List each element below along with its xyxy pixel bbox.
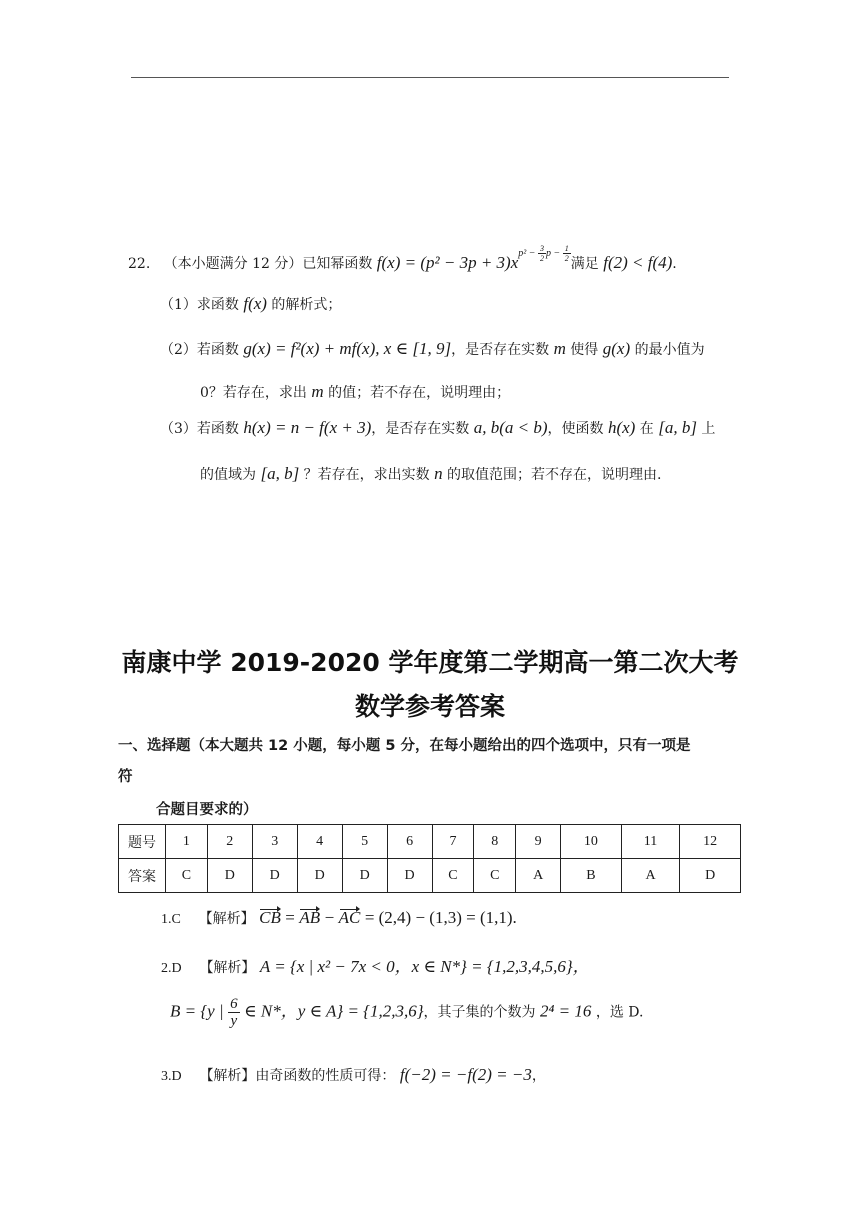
explanation-1-result: = (2,4) − (1,3) = (1,1). bbox=[364, 908, 517, 927]
header-rule bbox=[131, 77, 729, 78]
q22-part3-interval: [a, b] bbox=[658, 418, 697, 437]
q22-part2-l2-text: 的值；若不存在，说明理由； bbox=[328, 385, 511, 401]
table-cell: A bbox=[621, 859, 680, 893]
table-cell: 6 bbox=[387, 825, 432, 859]
vector-cb: CB bbox=[259, 908, 281, 927]
table-cell: D bbox=[252, 859, 297, 893]
explanation-3 bbox=[161, 1065, 546, 1085]
explanation-2-set-a: A = {x | x² − 7x < 0，x ∈ N*} = {1,2,3,4,5,6}， bbox=[259, 957, 590, 976]
q22-part3-line2 bbox=[200, 464, 662, 484]
explanation-2 bbox=[161, 952, 590, 977]
q22-part3-l2-interval: [a, b] bbox=[260, 464, 300, 483]
q22-function: f(x) = (p² − 3p + 3) bbox=[376, 253, 511, 272]
explanation-1-tag: 【解析】 bbox=[198, 911, 255, 927]
table-cell: C bbox=[166, 859, 208, 893]
q22-part2-text2: 使得 bbox=[570, 342, 599, 358]
explanation-2b-end: ，选 D. bbox=[595, 1004, 644, 1021]
q22-part3-text3: 在 bbox=[639, 421, 654, 437]
table-cell: 9 bbox=[516, 825, 561, 859]
explanation-3-tag: 【解析】由奇函数的性质可得： bbox=[199, 1068, 396, 1084]
q22-part2-g: g(x) bbox=[602, 339, 631, 358]
q22-part3-l2-end: 的取值范围；若不存在，说明理由. bbox=[447, 467, 662, 483]
q22-part2-l2-m: m bbox=[311, 382, 324, 401]
q22-intro: （本小题满分 12 分）已知幂函数 bbox=[163, 256, 373, 272]
q22-part3-ab: a, b(a < b) bbox=[473, 418, 548, 437]
q22-part2-func: g(x) = f²(x) + mf(x), x ∈ [1, 9] bbox=[243, 339, 452, 358]
explanation-3-math: f(−2) = −f(2) = −3 bbox=[399, 1065, 532, 1084]
table-cell: 4 bbox=[297, 825, 342, 859]
table-cell: D bbox=[342, 859, 387, 893]
q22-condition-prefix: 满足 bbox=[570, 256, 599, 272]
table-cell: D bbox=[207, 859, 252, 893]
section-heading-line1: 一、选择题（本大题共 12 小题，每小题 5 分，在每小题给出的四个选项中，只有一项是 bbox=[118, 738, 691, 754]
q22-part3-prefix: （3）若函数 bbox=[160, 421, 239, 437]
table-cell: D bbox=[387, 859, 432, 893]
q22-part3-hx: h(x) bbox=[607, 418, 636, 437]
q22-part3-l2-text: ？若存在，求出实数 bbox=[303, 467, 430, 483]
q22-number: 22. bbox=[128, 256, 151, 272]
q22-part3-func: h(x) = n − f(x + 3) bbox=[243, 418, 372, 437]
table-row-answers bbox=[119, 859, 741, 893]
table-cell: 1 bbox=[166, 825, 208, 859]
q22-part3-text2: ，使函数 bbox=[547, 421, 604, 437]
q22-part2-text: ，是否存在实数 bbox=[451, 342, 550, 358]
explanation-2-label: 2.D bbox=[161, 961, 182, 976]
explanation-2b-text: ，其子集的个数为 bbox=[423, 1004, 536, 1021]
q22-part3-l2-n: n bbox=[434, 464, 443, 483]
q22-stem bbox=[128, 244, 677, 275]
table-cell: 11 bbox=[621, 825, 680, 859]
explanation-2-tag: 【解析】 bbox=[199, 960, 256, 976]
q22-part3 bbox=[160, 418, 715, 438]
table-cell: 5 bbox=[342, 825, 387, 859]
table-cell: C bbox=[432, 859, 474, 893]
explanation-2b-count: 2⁴ = 16 bbox=[539, 1001, 592, 1021]
answer-subtitle: 数学参考答案 bbox=[354, 692, 505, 721]
explanation-1-label: 1.C bbox=[161, 912, 181, 927]
answer-title: 南康中学 2019-2020 学年度第二学期高一第二次大考 bbox=[121, 648, 739, 677]
q22-part2-m: m bbox=[553, 339, 566, 358]
vector-ac: AC bbox=[338, 908, 361, 927]
table-cell: D bbox=[680, 859, 741, 893]
explanation-2b bbox=[170, 996, 643, 1029]
table-cell: 7 bbox=[432, 825, 474, 859]
q22-part1-text: 的解析式； bbox=[271, 297, 342, 313]
q22-part2-line2 bbox=[200, 382, 510, 402]
table-row-numbers bbox=[119, 825, 741, 859]
q22-condition: f(2) < f(4) bbox=[603, 253, 673, 272]
explanation-1: 1.C 【解析】 CB = AB − AC = (2,4) − (1,3) = (1,1). bbox=[161, 908, 517, 927]
explanation-3-end: ， bbox=[531, 1068, 546, 1084]
q22-part3-l2-prefix: 的值域为 bbox=[200, 467, 256, 483]
table-cell: 2 bbox=[207, 825, 252, 859]
q22-part2-prefix: （2）若函数 bbox=[160, 342, 239, 358]
section-heading-line2: 符 bbox=[118, 769, 133, 785]
table-cell: 8 bbox=[474, 825, 516, 859]
q22-part2 bbox=[160, 339, 705, 359]
q22-part1-prefix: （1）求函数 bbox=[160, 297, 239, 313]
table-cell: 12 bbox=[680, 825, 741, 859]
explanation-3-label: 3.D bbox=[161, 1069, 182, 1084]
q22-part3-text: ，是否存在实数 bbox=[371, 421, 470, 437]
explanation-2b-set-b: B = {y | bbox=[170, 1001, 224, 1021]
table-cell: D bbox=[297, 859, 342, 893]
table-cell: C bbox=[474, 859, 516, 893]
q22-part3-end: 上 bbox=[701, 421, 716, 437]
row-label-number: 题号 bbox=[119, 825, 166, 859]
q22-part1 bbox=[160, 294, 341, 314]
table-cell: 10 bbox=[561, 825, 622, 859]
vector-ab: AB bbox=[299, 908, 321, 927]
explanation-2b-condition: ∈ N*，y ∈ A} = {1,2,3,6} bbox=[244, 1001, 424, 1021]
q22-part2-end: 的最小值为 bbox=[634, 342, 705, 358]
table-cell: 3 bbox=[252, 825, 297, 859]
table-cell: A bbox=[516, 859, 561, 893]
q22-base: x bbox=[510, 253, 519, 272]
q22-part2-l2-prefix: 0？若存在，求出 bbox=[200, 385, 307, 401]
q22-exponent: p² − 3 2 p − 1 2 bbox=[518, 244, 569, 264]
q22-period: . bbox=[672, 256, 677, 272]
fraction-6-over-y: $\frac{6}{y}$ bbox=[230, 996, 238, 1029]
table-cell: B bbox=[561, 859, 622, 893]
q22-part1-func: f(x) bbox=[243, 294, 267, 313]
answer-table bbox=[118, 824, 741, 893]
section-heading-line3: 合题目要求的） bbox=[156, 802, 258, 818]
row-label-answer: 答案 bbox=[119, 859, 166, 893]
